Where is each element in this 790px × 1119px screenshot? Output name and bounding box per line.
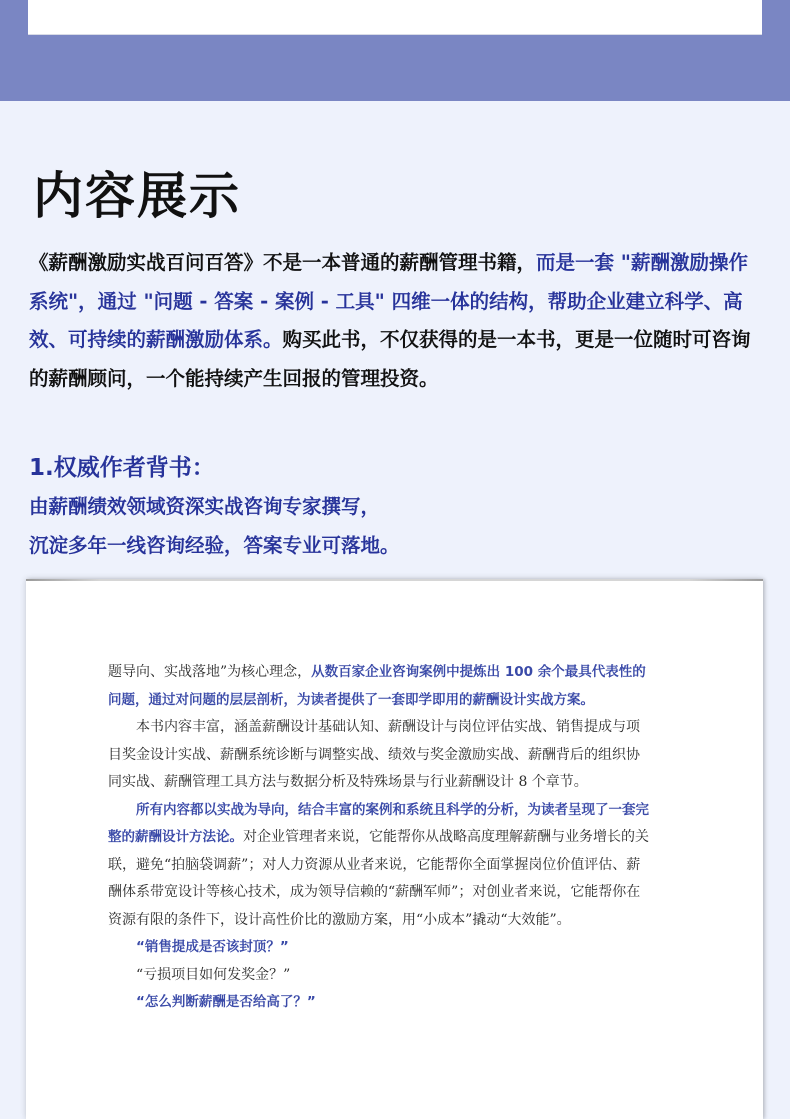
authority-line: 由薪酬绩效领域资深实战咨询专家撰写， [29,495,381,518]
book-page-image [26,579,763,1119]
book-paragraph [108,797,653,935]
intro-paragraph [29,244,767,398]
book-text: 对企业管理者来说，它能帮你从战略高度理解薪酬与业务增长的关联，避免“拍脑袋调薪”；对人力资源从业者来说，它能帮你全面掌握岗位价值评估、薪酬体系带宽设计等核心技术，成为领导信赖的“薪酬军师”；对创业者来说，它能帮你在资源有限的条件下，设计高性价比的激励方案，用“小成本”撬动“大效能”。 [108,829,649,928]
book-question: “销售提成是否该封顶？” [136,939,289,955]
book-text: 题导向、实战落地”为核心理念， [108,664,312,680]
authority-heading: 1.权威作者背书： [29,455,215,481]
book-paragraph: 本书内容丰富，涵盖薪酬设计基础认知、薪酬设计与岗位评估实战、销售提成与项目奖金设计实战、薪酬系统诊断与调整实战、绩效与奖金激励实战、薪酬背后的组织协同实战、薪酬管理工具方法与数据分析及特殊场景与行业薪酬设计 8 个章节。 [108,719,640,790]
intro-text-highlight: 而是一套 "薪酬激励操作系统"，通过 "问题 - 答案 - 案例 - 工具" 四维一体的结构，帮助企业建立科学、高效、可持续的薪酬激励体系。 [29,251,748,351]
authority-line: 沉淀多年一线咨询经验，答案专业可落地。 [29,533,400,557]
book-page-text [108,659,653,1017]
intro-text-normal: 《薪酬激励实战百问百答》不是一本普通的薪酬管理书籍， [29,251,537,274]
book-question: “怎么判断薪酬是否给高了？” [136,994,316,1010]
book-paragraph [108,659,653,714]
top-banner-band [0,0,790,101]
book-question: “亏损项目如何发奖金？” [136,966,291,983]
book-text-highlight: 从数百家企业咨询案例中提炼出 100 余个最具代表性的问题，通过对问题的层层剖析，为读者提供了一套即学即用的薪酬设计实战方案。 [108,664,646,708]
section-title: 内容展示 [33,167,241,225]
authority-description [29,488,769,565]
previous-card-bottom [28,0,762,35]
book-text-highlight: 所有内容都以实战为导向，结合丰富的案例和系统且科学的分析，为读者呈现了一套完整的薪酬设计方法论。 [108,801,649,845]
intro-text-normal-end: 购买此书，不仅获得的是一本书，更是一位随时可咨询的薪酬顾问，一个能持续产生回报的管理投资。 [29,328,751,390]
